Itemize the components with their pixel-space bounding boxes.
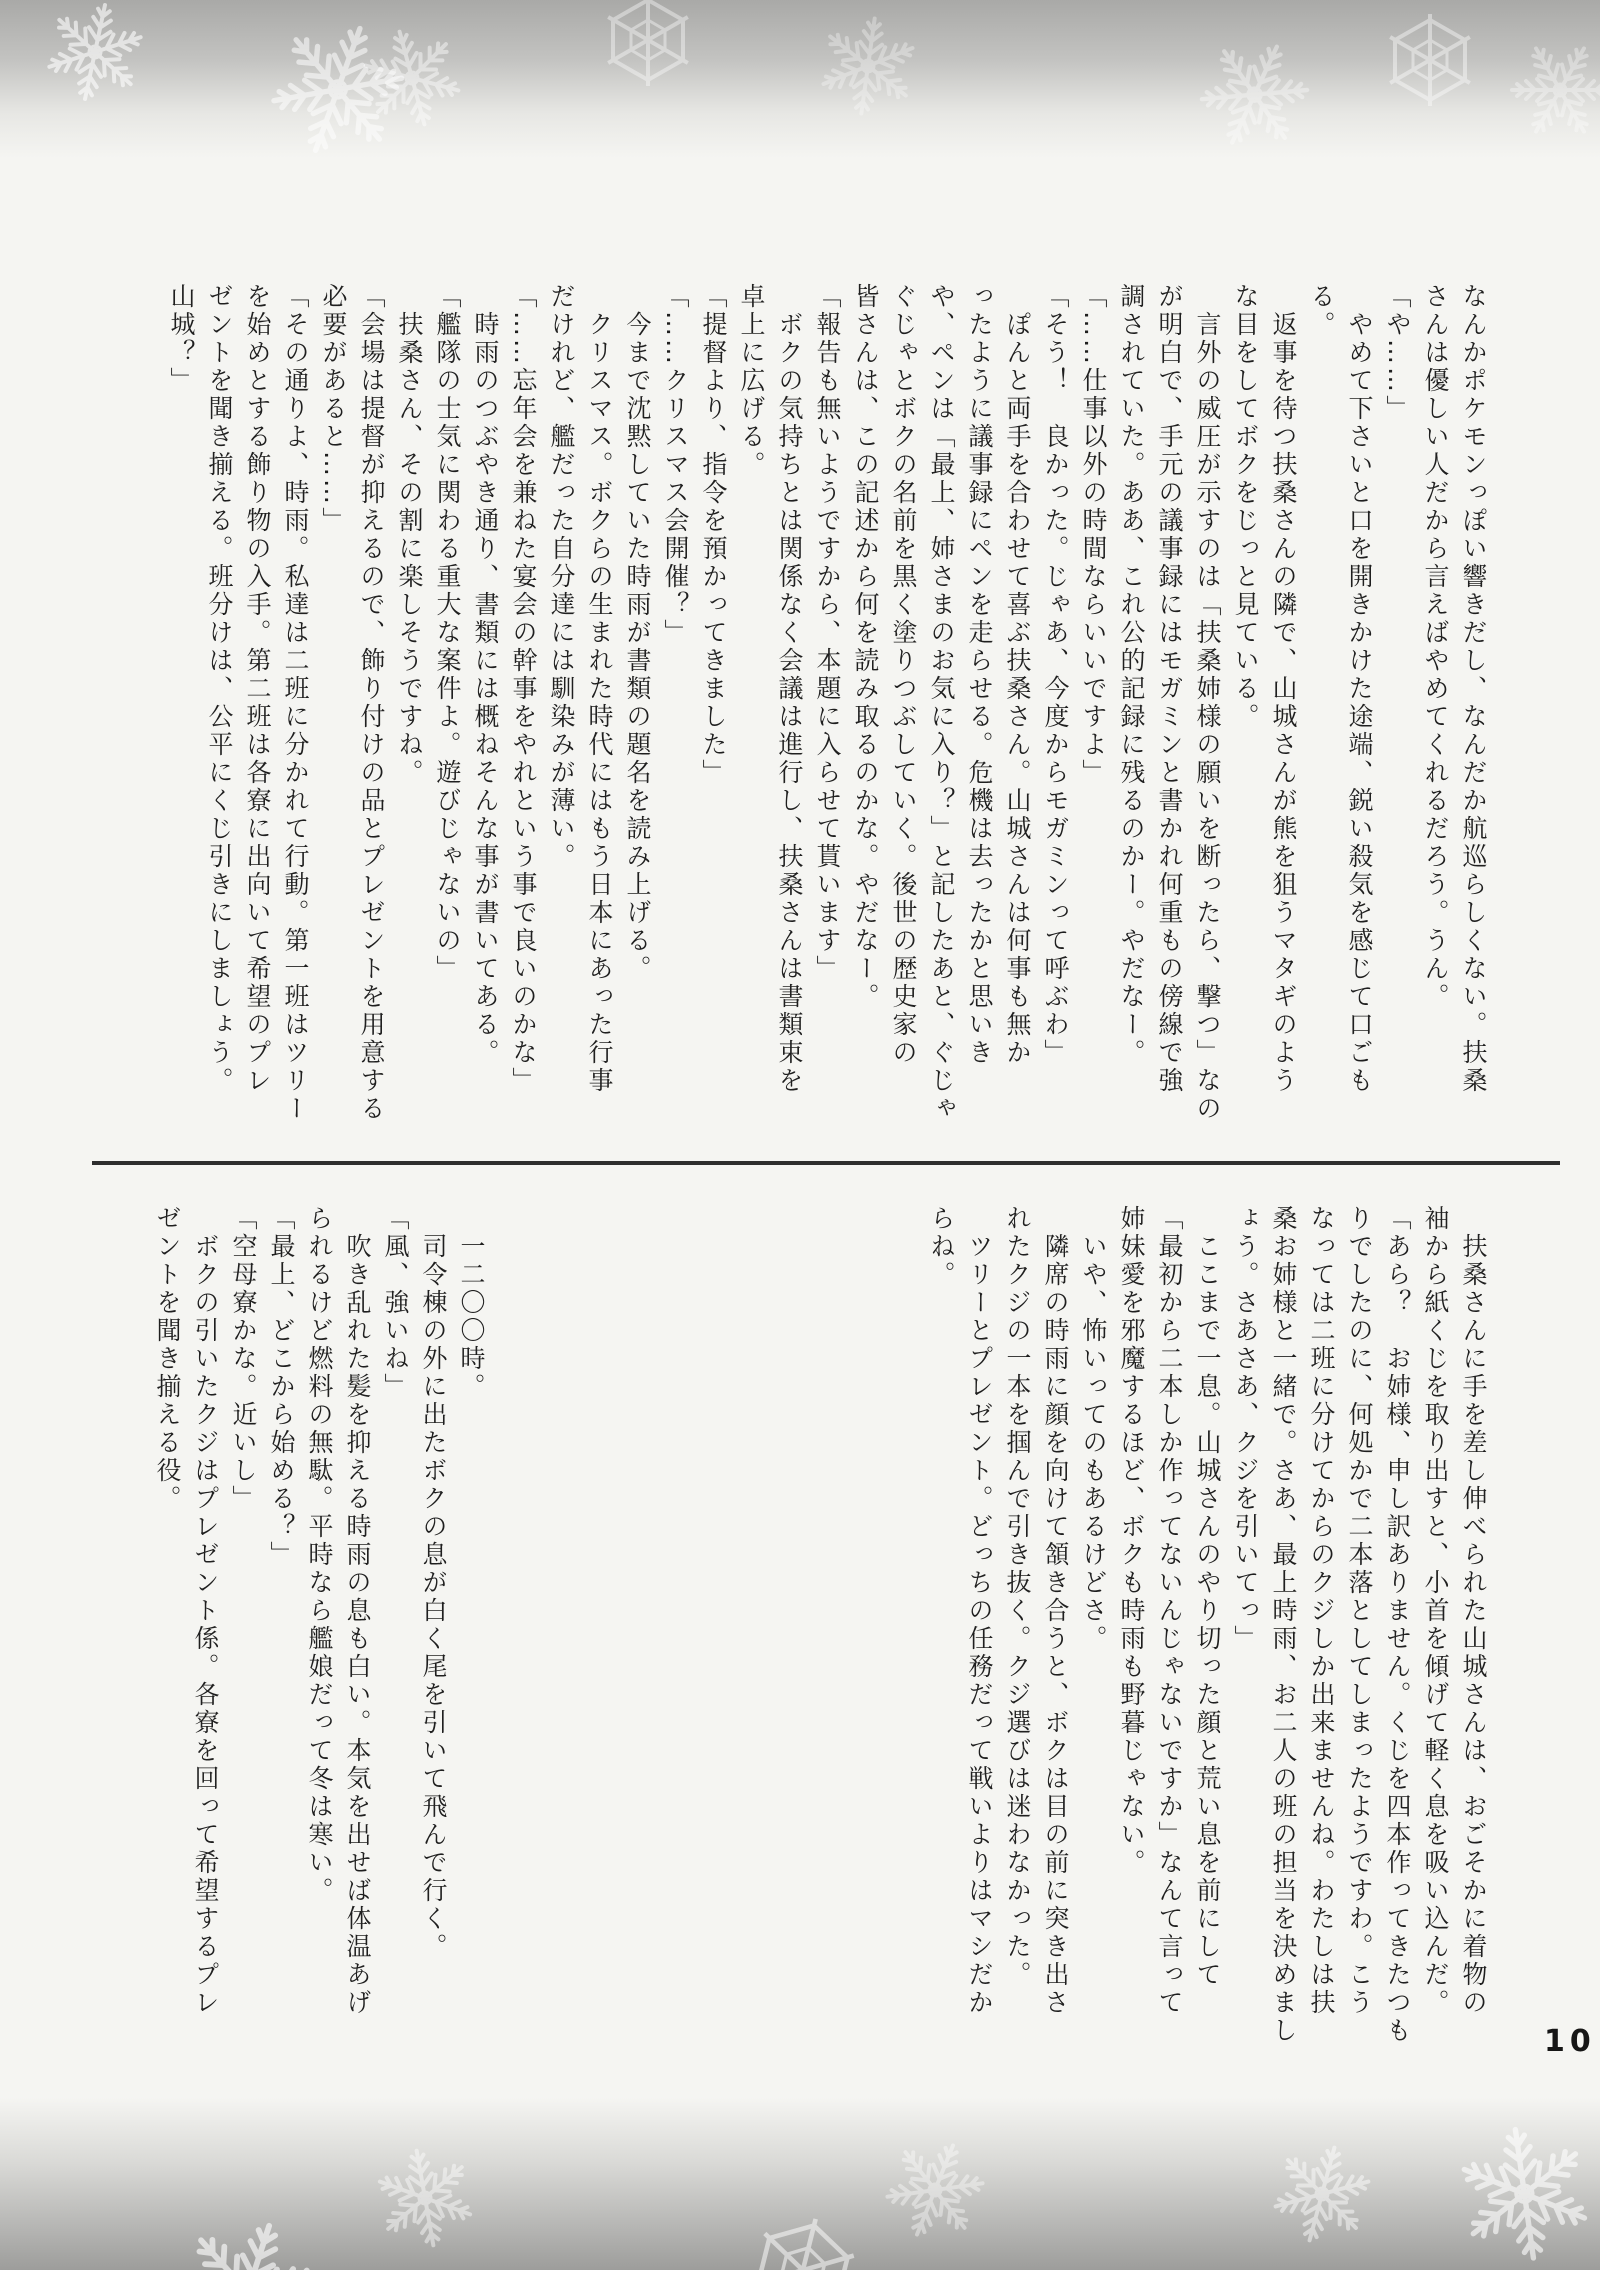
text-column: 「提督より、指令を預かってきました」 [699, 283, 728, 787]
text-column: 「会場は提督が抑えるので、飾り付けの品とプレゼントを用意する [357, 283, 386, 1123]
text-column: 吹き乱れた髪を抑える時雨の息も白い。本気を出せば体温あげ [343, 1205, 372, 2017]
text-column: 「や……」 [1383, 283, 1412, 423]
text-column: 「あら？ お姉様、申し訳ありません。くじを四本作ってきたつも [1383, 1205, 1412, 2045]
lower-text-block-left [148, 1205, 490, 2061]
text-column: 姉妹愛を邪魔するほど、ボクも時雨も野暮じゃない。 [1117, 1205, 1146, 1877]
text-column: いや、怖いってのもあるけどさ。 [1079, 1205, 1108, 1653]
text-column: や、ペンは「最上、姉さまのお気に入り？」と記したあと、ぐじゃ [927, 283, 956, 1123]
snowflake-icon [39, 0, 151, 109]
text-column: ぽんと両手を合わせて喜ぶ扶桑さん。山城さんは何事も無か [1003, 283, 1032, 1067]
snowflake-icon [873, 2128, 996, 2252]
text-column: 「最初から二本しか作ってないんじゃないですか」なんて言って [1155, 1205, 1184, 2017]
text-column: 山城？」 [167, 283, 196, 395]
page-number: 10 [1544, 2024, 1596, 2059]
snowflake-icon [256, 7, 420, 158]
text-column: 時雨のつぶやき通り、書類には概ねそんな事が書いてある。 [471, 283, 500, 1067]
text-column: ゼントを聞き揃える。班分けは、公平にくじ引きにしましょう。 [205, 283, 234, 1095]
text-column: 「……忘年会を兼ねた宴会の幹事をやれという事で良いのかな」 [509, 283, 538, 1095]
text-column: やめて下さいと口を開きかけた途端、鋭い殺気を感じて口ごも [1345, 283, 1374, 1095]
text-column: ボクの気持ちとは関係なく会議は進行し、扶桑さんは書類束を [775, 283, 804, 1095]
snowflake-icon [1185, 25, 1323, 158]
text-column: 袖から紙くじを取り出すと、小首を傾げて軽く息を吸い込んだ。 [1421, 1205, 1450, 2017]
text-column: ここまで一息。山城さんのやり切った顔と荒い息を前にして [1193, 1205, 1222, 1989]
snowflake-icon [746, 2208, 860, 2270]
lower-text-block-right [922, 1205, 1492, 2061]
top-snowflake-band [0, 0, 1600, 158]
snowflake-icon [370, 2143, 479, 2254]
text-column: らね。 [927, 1205, 956, 1289]
text-column: ゼントを聞き揃える役。 [153, 1205, 182, 1513]
text-column: られるけど燃料の無駄。平時なら艦娘だって冬は寒い。 [305, 1205, 334, 1905]
text-column: 「……仕事以外の時間ならいいですよ」 [1079, 283, 1108, 787]
text-column: 「最上、どこから始める？」 [267, 1205, 296, 1569]
text-column: だけれど、艦だった自分達には馴染みが薄い。 [547, 283, 576, 871]
text-column: 「……クリスマス会開催？」 [661, 283, 690, 647]
text-column: が明白で、手元の議事録にはモガミンと書かれ何重もの傍線で強 [1155, 283, 1184, 1095]
text-column: 隣席の時雨に顔を向けて頷き合うと、ボクは目の前に突き出さ [1041, 1205, 1070, 2017]
text-column: 皆さんは、この記述から何を読み取るのかな。やだなー。 [851, 283, 880, 1011]
text-column: ぐじゃとボクの名前を黒く塗りつぶしていく。後世の歴史家の [889, 283, 918, 1067]
text-column: なんかポケモンっぽい響きだし、なんだか航巡らしくない。扶桑 [1459, 283, 1488, 1095]
text-column: 「そう！ 良かった。じゃあ、今度からモガミンって呼ぶわ」 [1041, 283, 1070, 1067]
snowflake-band-art [0, 0, 1600, 158]
text-column: クリスマス。ボクらの生まれた時代にはもう日本にあった行事 [585, 283, 614, 1095]
snowflake-icon [1495, 25, 1600, 155]
section-divider [92, 1161, 1560, 1165]
text-column: る。 [1307, 283, 1336, 339]
snowflake-icon [608, 0, 688, 86]
text-column: ったように議事録にペンを走らせる。危機は去ったかと思いき [965, 283, 994, 1067]
text-column: 調されていた。ああ、これ公的記録に残るのかー。やだなー。 [1117, 283, 1146, 1067]
text-column: さんは優しい人だから言えばやめてくれるだろう。うん。 [1421, 283, 1450, 1011]
text-column: 「風、強いね」 [381, 1205, 410, 1401]
snowflake-icon [1390, 14, 1470, 106]
text-column: 「空母寮かな。近いし」 [229, 1205, 258, 1513]
snowflake-icon [1452, 2121, 1596, 2267]
text-column: 一二〇〇時。 [457, 1205, 486, 1401]
snowflake-icon [161, 2205, 334, 2270]
text-column: ツリーとプレゼント。どっちの任務だって戦いよりはマシだか [965, 1205, 994, 2017]
text-column: ょう。さあさあ、クジを引いてっ」 [1231, 1205, 1260, 1653]
text-column: 扶桑さん、その割に楽しそうですね。 [395, 283, 424, 787]
snowflake-band-art [0, 2098, 1600, 2270]
text-column: 「艦隊の士気に関わる重大な案件よ。遊びじゃないの」 [433, 283, 462, 983]
text-column: 「その通りよ、時雨。私達は二班に分かれて行動。第一班はツリー [281, 283, 310, 1123]
text-column: 卓上に広げる。 [737, 283, 766, 479]
snowflake-icon [815, 12, 922, 120]
text-column: りでしたのに、何処かで二本落としてしまったようですわ。こう [1345, 1205, 1374, 2017]
text-column: 返事を待つ扶桑さんの隣で、山城さんが熊を狙うマタギのよう [1269, 283, 1298, 1095]
snowflake-icon [1264, 2135, 1380, 2252]
text-column: 今まで沈黙していた時雨が書類の題名を読み上げる。 [623, 283, 652, 983]
bottom-snowflake-band [0, 2098, 1600, 2270]
text-column: ボクの引いたクジはプレゼント係。各寮を回って希望するプレ [191, 1205, 220, 2017]
text-column: 桑お姉様と一緒で。さあ、最上時雨、お二人の班の担当を決めまし [1269, 1205, 1298, 2045]
text-column: を始めとする飾り物の入手。第二班は各寮に出向いて希望のプレ [243, 283, 272, 1095]
text-column: れたクジの一本を掴んで引き抜く。クジ選びは迷わなかった。 [1003, 1205, 1032, 1989]
text-column: なっては二班に分けてからのクジしか出来ませんね。わたしは扶 [1307, 1205, 1336, 2017]
text-column: 言外の威圧が示すのは「扶桑姉様の願いを断ったら、撃つ」なの [1193, 283, 1222, 1123]
text-column: 司令棟の外に出たボクの息が白く尾を引いて飛んで行く。 [419, 1205, 448, 1961]
text-column: な目をしてボクをじっと見ている。 [1231, 283, 1260, 731]
snowflake-icon [354, 19, 470, 136]
text-column: 「報告も無いようですから、本題に入らせて貰います」 [813, 283, 842, 983]
text-column: 必要があると……」 [319, 283, 348, 535]
text-column: 扶桑さんに手を差し伸べられた山城さんは、おごそかに着物の [1459, 1205, 1488, 2017]
upper-text-block [162, 283, 1492, 1139]
